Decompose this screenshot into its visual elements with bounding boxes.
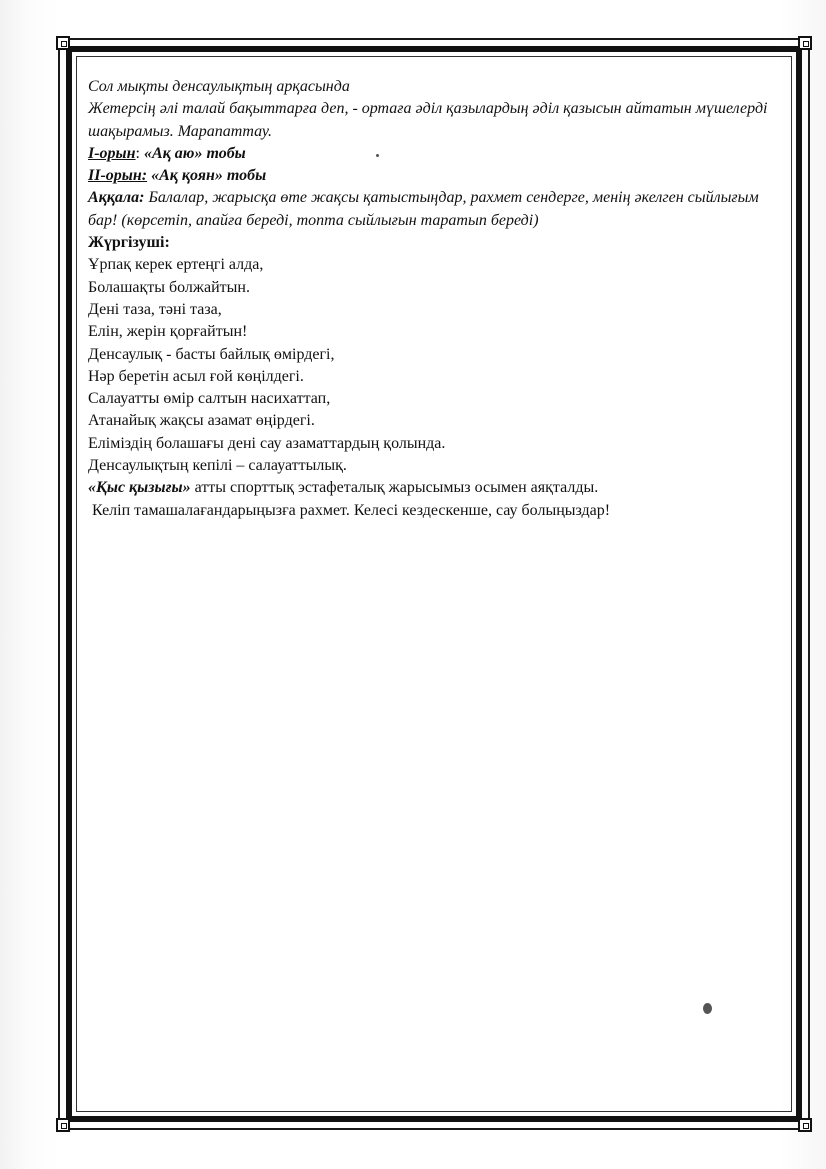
first-place-value: «Ақ аю» тобы — [144, 144, 246, 162]
second-place-label: ІІ-орын: — [88, 167, 148, 185]
text-paragraph: Жетерсің әлі талай бақыттарға деп, - ортаға әділ қазылардың әділ қазысын айтатын мүшелерді шақырамыз. Марапаттау. — [88, 100, 768, 140]
border-corner-ornament — [798, 36, 812, 50]
border-corner-ornament — [798, 1118, 812, 1132]
akkala-text: Балалар, жарысқа өте жақсы қатыстыңдар, рахмет сендерге, менің әкелген сыйлығым бар! (көрсетіп, апайға береді, топта сыйлығын таратып береді) — [88, 189, 759, 229]
border-corner-ornament — [56, 1118, 70, 1132]
final-line — [88, 477, 778, 499]
poem-line: Дені таза, тәні таза, — [88, 300, 222, 318]
border-corner-ornament — [56, 36, 70, 50]
poem-line: Болашақты болжайтын. — [88, 278, 250, 296]
poem-line: Атанайық жақсы азамат өңірдегі. — [88, 412, 315, 430]
poem-line: Нәр беретін асыл ғой көңілдегі. — [88, 367, 304, 385]
poem-line: Денсаулық - басты байлық өмірдегі, — [88, 345, 335, 363]
host-label: Жүргізуші: — [88, 234, 170, 252]
closing-line: Келіп тамашалағандарыңызға рахмет. Келесі кездескенше, сау болыңыздар! — [88, 501, 611, 519]
akkala-label: Аққала: — [88, 189, 145, 207]
poem-line: Салауатты өмір салтын насихаттап, — [88, 390, 331, 408]
poem-line: Ұрпақ керек ертеңгі алда, — [88, 256, 264, 274]
final-text: атты спорттық эстафеталық жарысымыз осымен аяқталды. — [190, 479, 599, 497]
scan-speck — [703, 1003, 712, 1014]
second-place-line — [88, 165, 778, 187]
game-title: «Қыс қызығы» — [88, 479, 191, 497]
akkala-paragraph — [88, 187, 778, 232]
text-line: Сол мықты денсаулықтың арқасында — [88, 78, 350, 95]
first-place-label: І-орын — [88, 144, 136, 162]
document-body — [88, 76, 778, 522]
text-line: Денсаулықтың кепілі – салауаттылық. — [88, 457, 347, 475]
first-place-sep: : — [135, 144, 144, 162]
first-place-line — [88, 143, 778, 165]
text-line: Еліміздің болашағы дені сау азаматтардың қолында. — [88, 434, 446, 452]
poem-line: Елін, жерін қорғайтын! — [88, 323, 248, 341]
second-place-value: «Ақ қоян» тобы — [147, 167, 267, 185]
